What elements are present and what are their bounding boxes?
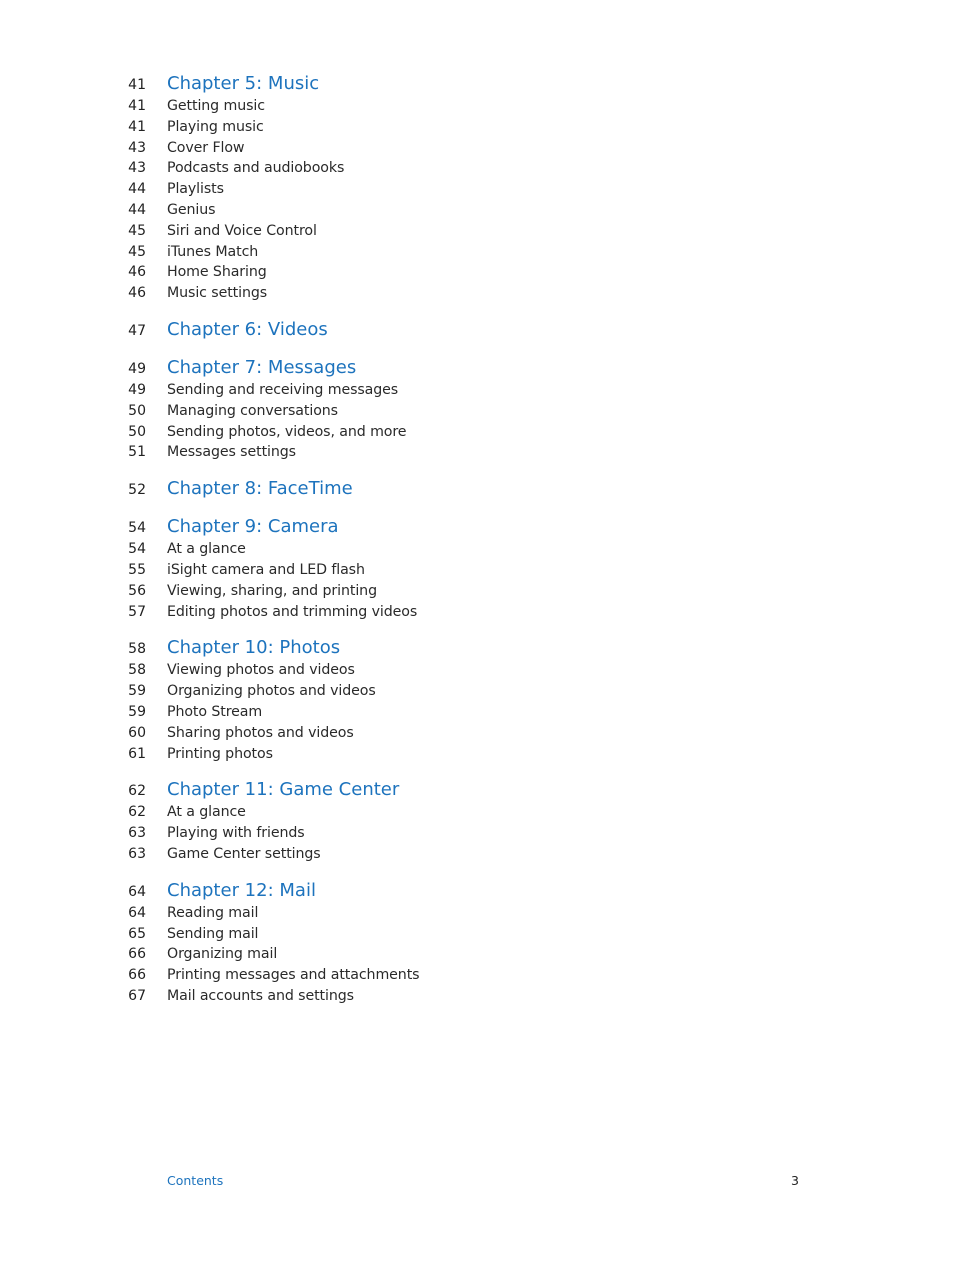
section-page-number: 65 <box>128 925 146 942</box>
section-page-number: 46 <box>128 285 146 302</box>
chapter-entry[interactable] <box>120 635 820 660</box>
section-entry[interactable] <box>120 262 820 283</box>
section-page-number: 45 <box>128 222 146 239</box>
section-page-number: 59 <box>128 703 146 720</box>
section-title[interactable]: Mail accounts and settings <box>167 987 354 1004</box>
section-entry[interactable] <box>120 581 820 602</box>
section-page-number: 51 <box>128 444 146 461</box>
section-title[interactable]: Playlists <box>167 181 224 198</box>
section-entry[interactable] <box>120 442 820 463</box>
section-entry[interactable] <box>120 602 820 623</box>
section-entry[interactable] <box>120 200 820 221</box>
section-title[interactable]: Playing with friends <box>167 825 305 842</box>
chapter-title-link[interactable]: Chapter 12: Mail <box>167 879 316 901</box>
section-page-number: 56 <box>128 582 146 599</box>
section-page-number: 61 <box>128 745 146 762</box>
section-entry[interactable] <box>120 560 820 581</box>
chapter-title-link[interactable]: Chapter 11: Game Center <box>167 779 400 801</box>
section-entry[interactable] <box>120 823 820 844</box>
chapter-page-number: 58 <box>128 641 146 658</box>
section-entry[interactable] <box>120 138 820 159</box>
chapter-block <box>120 71 820 304</box>
section-entry[interactable] <box>120 924 820 945</box>
section-title[interactable]: Printing photos <box>167 745 273 762</box>
chapter-page-number: 49 <box>128 360 146 377</box>
section-page-number: 43 <box>128 160 146 177</box>
chapter-entry[interactable] <box>120 71 820 96</box>
section-page-number: 50 <box>128 402 146 419</box>
chapter-block <box>120 355 820 463</box>
section-entry[interactable] <box>120 96 820 117</box>
chapter-page-number: 52 <box>128 482 146 499</box>
section-title[interactable]: Sending photos, videos, and more <box>167 423 407 440</box>
chapter-block <box>120 777 820 864</box>
section-title[interactable]: Home Sharing <box>167 264 267 281</box>
chapter-title-link[interactable]: Chapter 10: Photos <box>167 637 341 659</box>
table-of-contents <box>120 71 820 1020</box>
footer-page-number: 3 <box>791 1173 799 1188</box>
section-page-number: 46 <box>128 264 146 281</box>
section-page-number: 64 <box>128 904 146 921</box>
section-page-number: 41 <box>128 98 146 114</box>
section-entry[interactable] <box>120 681 820 702</box>
section-page-number: 54 <box>128 541 146 558</box>
section-title[interactable]: Genius <box>167 201 216 218</box>
chapter-title-link[interactable]: Chapter 8: FaceTime <box>167 478 353 500</box>
chapter-title-link[interactable]: Chapter 6: Videos <box>167 318 328 340</box>
chapter-entry[interactable] <box>120 317 820 342</box>
section-entry[interactable] <box>120 422 820 443</box>
section-page-number: 49 <box>128 381 146 398</box>
section-title[interactable]: Reading mail <box>167 904 259 921</box>
section-page-number: 55 <box>128 561 146 578</box>
section-entry[interactable] <box>120 844 820 865</box>
section-title[interactable]: Managing conversations <box>167 402 338 419</box>
section-page-number: 44 <box>128 181 146 198</box>
chapter-block <box>120 635 820 764</box>
section-entry[interactable] <box>120 903 820 924</box>
section-title[interactable]: Printing messages and attachments <box>167 967 420 984</box>
section-page-number: 66 <box>128 967 146 984</box>
section-title[interactable]: Photo Stream <box>167 703 263 720</box>
section-title[interactable]: Music settings <box>167 285 268 302</box>
section-entry[interactable] <box>120 723 820 744</box>
section-entry[interactable] <box>120 660 820 681</box>
section-page-number: 67 <box>128 987 146 1004</box>
section-entry[interactable] <box>120 380 820 401</box>
chapter-page-number: 64 <box>128 883 146 900</box>
section-entry[interactable] <box>120 158 820 179</box>
section-title[interactable]: iTunes Match <box>167 243 259 260</box>
section-title[interactable]: Sharing photos and videos <box>167 724 354 741</box>
section-title[interactable]: iSight camera and LED flash <box>167 561 365 578</box>
section-page-number: 66 <box>128 946 146 963</box>
section-entry[interactable] <box>120 283 820 304</box>
chapter-block <box>120 878 820 1007</box>
section-title[interactable]: At a glance <box>167 541 246 558</box>
section-title[interactable]: Editing photos and trimming videos <box>167 603 418 620</box>
chapter-page-number: 41 <box>128 77 146 93</box>
section-title[interactable]: Cover Flow <box>167 139 245 156</box>
section-page-number: 41 <box>128 118 146 135</box>
section-page-number: 63 <box>128 845 146 862</box>
chapter-page-number: 62 <box>128 783 146 800</box>
chapter-entry[interactable] <box>120 514 820 539</box>
section-title[interactable]: Sending mail <box>167 925 259 942</box>
section-page-number: 45 <box>128 243 146 260</box>
section-entry[interactable] <box>120 744 820 765</box>
section-title[interactable]: Podcasts and audiobooks <box>167 160 345 177</box>
chapter-entry[interactable] <box>120 476 820 501</box>
section-entry[interactable] <box>120 242 820 263</box>
section-page-number: 44 <box>128 201 146 218</box>
section-page-number: 50 <box>128 423 146 440</box>
section-title[interactable]: Siri and Voice Control <box>167 222 317 239</box>
section-entry[interactable] <box>120 221 820 242</box>
section-entry[interactable] <box>120 179 820 200</box>
section-page-number: 57 <box>128 603 146 620</box>
section-entry[interactable] <box>120 802 820 823</box>
chapter-title-link[interactable]: Chapter 5: Music <box>167 73 320 94</box>
section-page-number: 58 <box>128 662 146 679</box>
chapter-block <box>120 514 820 622</box>
section-entry[interactable] <box>120 702 820 723</box>
section-title[interactable]: Playing music <box>167 118 264 135</box>
section-page-number: 59 <box>128 683 146 700</box>
section-page-number: 43 <box>128 139 146 156</box>
section-page-number: 63 <box>128 825 146 842</box>
section-title[interactable]: Organizing mail <box>167 946 278 963</box>
chapter-block <box>120 317 820 342</box>
section-title[interactable]: At a glance <box>167 804 246 821</box>
section-title[interactable]: Sending and receiving messages <box>167 381 399 398</box>
chapter-block <box>120 476 820 501</box>
section-title[interactable]: Messages settings <box>167 444 296 461</box>
chapter-entry[interactable] <box>120 777 820 802</box>
section-page-number: 60 <box>128 724 146 741</box>
section-entry[interactable] <box>120 401 820 422</box>
section-page-number: 62 <box>128 804 146 821</box>
chapter-entry[interactable] <box>120 878 820 903</box>
chapter-title-link[interactable]: Chapter 7: Messages <box>167 356 357 378</box>
section-title[interactable]: Getting music <box>167 98 265 114</box>
section-title[interactable]: Organizing photos and videos <box>167 683 376 700</box>
chapter-title-link[interactable]: Chapter 9: Camera <box>167 516 339 538</box>
section-title[interactable]: Game Center settings <box>167 845 321 862</box>
section-entry[interactable] <box>120 986 820 1007</box>
section-entry[interactable] <box>120 117 820 138</box>
chapter-entry[interactable] <box>120 355 820 380</box>
chapter-page-number: 54 <box>128 520 146 537</box>
section-title[interactable]: Viewing, sharing, and printing <box>167 582 377 599</box>
section-entry[interactable] <box>120 944 820 965</box>
footer-section-label[interactable]: Contents <box>167 1173 224 1188</box>
section-title[interactable]: Viewing photos and videos <box>167 662 355 679</box>
chapter-page-number: 47 <box>128 322 146 339</box>
section-entry[interactable] <box>120 539 820 560</box>
section-entry[interactable] <box>120 965 820 986</box>
